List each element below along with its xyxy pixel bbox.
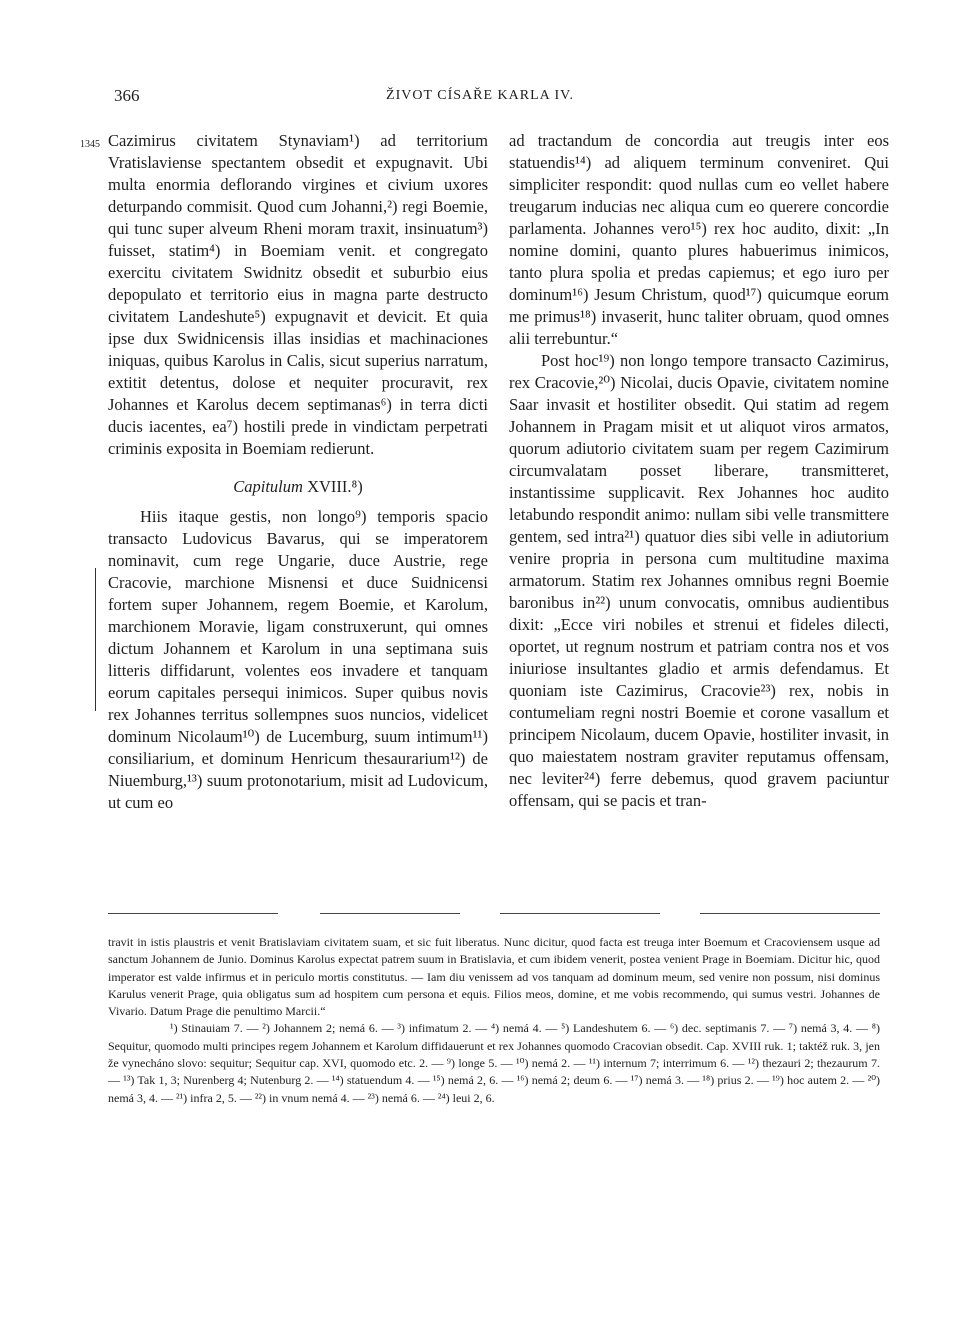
marginal-year: 1345 — [80, 139, 100, 150]
chapter-number: XVIII.⁸) — [307, 477, 363, 496]
right-paragraph-2: Post hoc¹⁹) non longo tempore transacto Cazimirus, rex Cracovie,²⁰) Nicolai, ducis Opavie, civitatem nomine Saar invasit et hostiliter obsedit. Qui statim ad regem Johannem in Pragam misit et ut aliquot viros armatos, quorum adiutorio civitatem suam per regem Cazimirum circumvalatam posset liberare, transmitteret, instantissime supplicavit. Rex Johannes hoc audito letabundo respondit animo: nullam sibi velle transmittere gentem, sed intra²¹) quatuor dies sibi velle in adiutorium venire propria in persona cum multitudine maxima armatorum. Statim rex Johannes omnibus regni Boemie baronibus in²²) unum convocatis, omnibus audientibus dixit: „Ecce viri nobiles et strenui et fideles dilecti, oportet, ut regnum nostrum et patriam contra nos et vos iniuriose insultantes gladio et armis defendamus. Et quoniam iste Cazimirus, Cracovie²³) rex, nobis in contumeliam regni nostri Boemie et corone vasallum et principem Nicolaum, ducem Opavie, hostiliter invasit, in quo maiestatem nostram graviter reputamus offensam, nec leviter²⁴) ferre debemus, quod gravem paciuntur offensam, qui se pacis et tran- — [509, 351, 889, 810]
running-title: ŽIVOT CÍSAŘE KARLA IV. — [386, 88, 574, 103]
footnote-divider — [108, 913, 278, 914]
left-text-column — [108, 130, 488, 814]
right-paragraph-1: ad tractandum de concordia aut treugis inter eos statuendis¹⁴) ad aliquem terminum conveniret. Qui simpliciter respondit: quod nullas cum eo vellet habere treugarum inducias nec aliqua cum eo querere concordie parlamenta. Johannes vero¹⁵) rex hoc audito, dixit: „In nomine domini, quanto plures habuerimus inimicos, tanto plura spolia et predas capiemus; et ego iuro per dominum¹⁶) Jesum Christum, quod¹⁷) quicumque eorum me primus¹⁸) invaserit, hunc taliter obruam, quod omnes alii terrebuntur.“ — [509, 131, 889, 348]
left-paragraph-2: Hiis itaque gestis, non longo⁹) temporis spacio transacto Ludovicus Bavarus, qui se imperatorem nominavit, cum rege Ungarie, duce Austrie, rege Cracovie, marchione Misnensi et duce Suidnicensi fortem super Johannem, regem Boemie, et Karolum, marchionem Moravie, ligam construxerunt, qui omnes dictum Johannem et Karolum in una septimana suis litteris diffidarunt, volentes eos invadere et tanquam eorum capitales persequi inimicos. Super quibus novis rex Johannes territus sollempnes suos nuncios, videlicet dominum Nicolaum¹⁰) de Lucemburg, suum intimum¹¹) consiliarium, et dominum Henricum thesaurarium¹²) de Niuemburg,¹³) suum protonotarium, misit ad Ludovicum, ut cum eo — [108, 507, 488, 812]
page-number: 366 — [114, 86, 140, 105]
critical-apparatus: ¹) Stinauiam 7. — ²) Johannem 2; nemá 6. — ³) infimatum 2. — ⁴) nemá 4. — ⁵) Landeshutem 6. — ⁶) dec. septimanis 7. — ⁷) nemá 3, 4. — ⁸) Sequitur, quomodo multi principes regem Johannem et Karolum diffidauerunt et rex Johannes quomodo Cracovian obsedit. Cap. XVIII ruk. 1; taktéž ruk. 3, jen že vynecháno slovo: sequitur; Sequitur cap. XVI, quomodo etc. 2. — ⁹) longe 5. — ¹⁰) nemá 2. — ¹¹) internum 7; interrimum 6. — ¹²) thezauri 2; thezaurum 7. — ¹³) Tak 1, 3; Nurenberg 4; Nutenburg 2. — ¹⁴) statuendum 4. — ¹⁵) nemá 2, 6. — ¹⁶) nemá 2; deum 6. — ¹⁷) nemá 3. — ¹⁸) prius 2. — ¹⁹) hoc autem 2. — ²⁰) nemá 3, 4. — ²¹) infra 2, 5. — ²²) in vnum nemá 4. — ²³) nemá 6. — ²⁴) leui 2, 6. — [108, 1021, 880, 1105]
right-text-column — [509, 130, 889, 812]
chapter-heading — [108, 476, 488, 498]
margin-line — [95, 568, 96, 711]
footnote-divider — [320, 913, 460, 914]
footnote-divider — [700, 913, 880, 914]
left-paragraph-1: Cazimirus civitatem Stynaviam¹) ad territorium Vratislaviense spectantem obsedit et expugnavit. Ubi multa enormia deflorando virgines et civium uxores deturpando commisit. Quod cum Johanni,²) regi Boemie, qui tunc super alveum Rheni moram traxit, insinuatum³) fuisset, statim⁴) in Boemiam venit. et congregato exercitu civitatem Swidnitz obsedit et suburbio eius depopulato et territorio eius in magna parte destructo civitatem Landeshute⁵) expugnavit et devicit. Et quia ipse dux Swidnicensis illas insidias et machinaciones iniquas, quibus Karolus in Calis, sicut superius narratum, extitit detentus, dolose et nequiter procuravit, rex Johannes et Karolus decem septimanas⁶) in terra dicti ducis iacentes, ea⁷) hostili prede in vindictam perpetrati criminis exposita in Boemiam redierunt. — [108, 131, 488, 458]
footnote-continuation: travit in istis plaustris et venit Bratislaviam civitatem suam, et sic fuit liberatus. Nunc dicitur, quod facta est treuga inter Boemum et Cracoviensem usque ad sanctum Johannem de Junio. Dominus Karolus expectat patrem suum in Bratislavia, et cum ibidem venerit, postea venient Prage in Boemiam. Dicitur hic, quod imperator est valde infirmus et in periculo mortis constitutus. — Iam diu venissem ad vos tanquam ad dominum meum, sed venire non possum, nisi dominus Karulus venerit Prage, quia obligatus sum ad hospitem cum persona et equis. Filios meos, domine, et me vobis recommendo, qui sumus vestri. Johannes de Vivario. Datum Prage die penultimo Marcii.“ — [108, 935, 880, 1019]
chapter-word: Capitulum — [233, 477, 303, 496]
footnote-divider — [500, 913, 660, 914]
footnotes — [108, 934, 880, 1107]
